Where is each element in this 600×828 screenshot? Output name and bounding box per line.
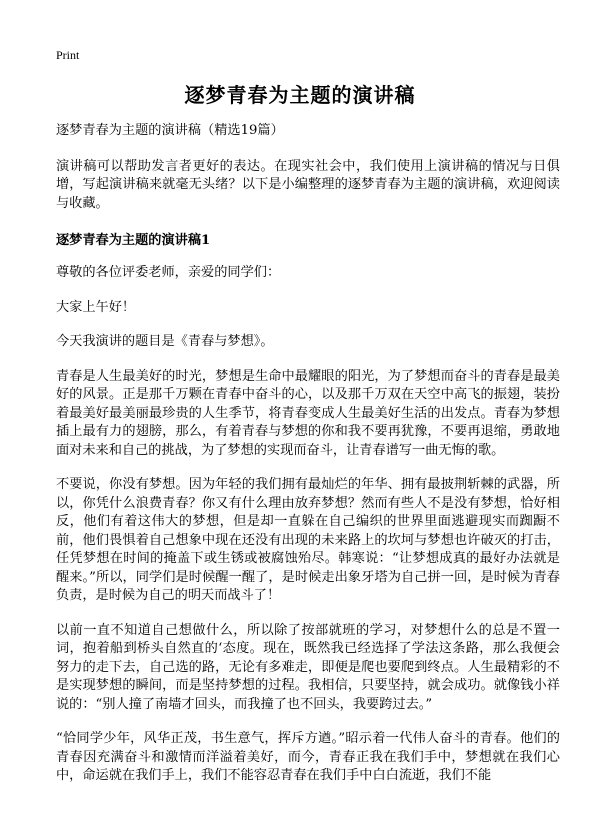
- morning-paragraph: 大家上午好！: [56, 299, 136, 315]
- topic-paragraph: 今天我演讲的题目是《青春与梦想》。: [56, 334, 274, 349]
- body-paragraph-1: 青春是人生最美好的时光，梦想是生命中最耀眼的阳光，为了梦想而奋斗的青春是最美好的风景。正是那千万颗在青春中奋斗的心，以及那千万双在天空中高飞的振翅，装扮着最美好最美丽最珍贵的人生季节，将青春变成人生最美好生活的出发点。青春为梦想插上最有力的翅膀，那么，有着青春与梦想的你和我不要再犹豫，不要再退缩，勇敢地面对未来和自己的挑战，为了梦想的实现而奋斗，让青春谱写一曲无悔的歌。: [56, 368, 560, 458]
- document-body: [56, 122, 560, 802]
- print-link[interactable]: Print: [56, 48, 80, 62]
- body-paragraph-2: 不要说，你没有梦想。因为年轻的我们拥有最灿烂的年华、拥有最披荆斩棘的武器，所以，你凭什么浪费青春？你又有什么理由放弃梦想？然而有些人不是没有梦想，恰好相反，他们有着这伟大的梦想，但是却一直躲在自己编织的世界里面逃避现实而踟蹰不前，他们畏惧着自己想象中现在还没有出现的未来路上的坎坷与梦想也许破灭的打击，任凭梦想在时间的掩盖下或生锈或被腐蚀殆尽。韩寒说：“让梦想成真的最好办法就是醒来。”所以，同学们是时候醒一醒了，是时候走出象牙塔为自己拼一回，是时候为青春负责，是时候为自己的明天而战斗了！: [56, 477, 560, 603]
- intro-paragraph: 演讲稿可以帮助发言者更好的表达。在现实社会中，我们使用上演讲稿的情况与日俱增，写起演讲稿来就毫无头绪？以下是小编整理的逐梦青春为主题的演讲稿，欢迎阅读与收藏。: [56, 158, 560, 211]
- body-paragraph-4: “恰同学少年，风华正茂，书生意气，挥斥方遒。”昭示着一代伟人奋斗的青春。他们的青春因充满奋斗和激情而洋溢着美好，而今，青春正我在我们手中，梦想就在我们心中，命运就在我们手上，我们不能容忍青春在我们手中白白流逝，我们不能: [56, 731, 560, 783]
- greeting-paragraph: 尊敬的各位评委老师，亲爱的同学们：: [56, 265, 281, 280]
- body-paragraph-3: 以前一直不知道自己想做什么，所以除了按部就班的学习，对梦想什么的总是不置一词，抱着船到桥头自然直的‘态度。现在，既然我已经选择了学法这条路，那么我便会努力的走下去，自己选的路，无论有多难走，即便是爬也要爬到终点。人生最精彩的不是实现梦想的瞬间，而是坚持梦想的过程。我相信，只要坚持，就会成功。就像钱小祥说的：“别人撞了南墙才回头，而我撞了也不回头，我要跨过去。”: [56, 622, 560, 712]
- section-heading: 逐梦青春为主题的演讲稿1: [56, 233, 211, 248]
- page-title: 逐梦青春为主题的演讲稿: [184, 83, 416, 107]
- document-subtitle: 逐梦青春为主题的演讲稿（精选19篇）: [56, 123, 284, 138]
